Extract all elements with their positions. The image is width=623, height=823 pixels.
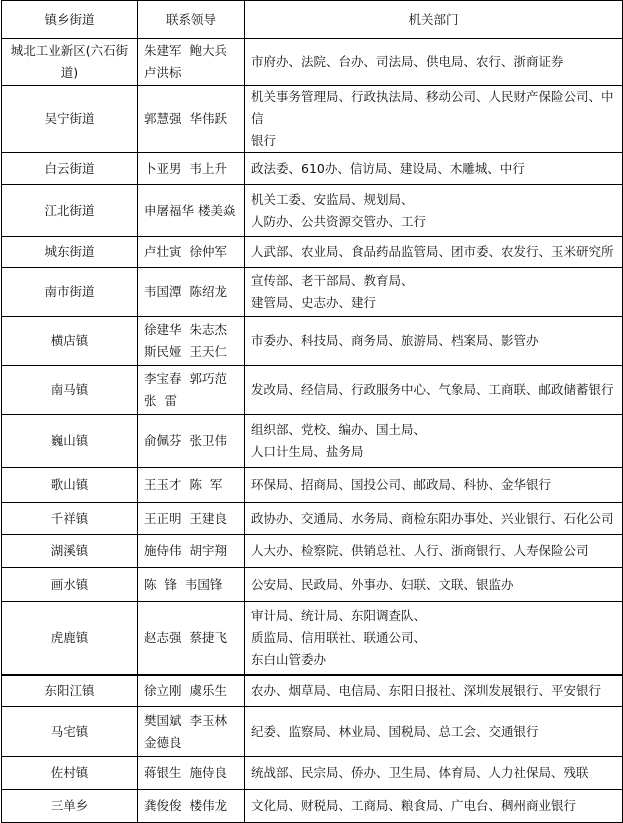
liaison-table [1, 0, 623, 823]
departments-cell: 纪委、监察局、林业局、国税局、总工会、交通银行 [245, 707, 623, 757]
table-row [2, 317, 623, 366]
town-cell: 千祥镇 [2, 503, 138, 535]
header-row [2, 1, 623, 39]
town-cell: 南市街道 [2, 268, 138, 317]
leaders-cell: 郭慧强 华伟跃 [138, 86, 245, 153]
table-row [2, 790, 623, 823]
town-cell: 马宅镇 [2, 707, 138, 757]
table-row [2, 39, 623, 86]
leaders-cell: 卜亚男 韦上升 [138, 153, 245, 185]
leaders-cell: 徐立刚 虞乐生 [138, 675, 245, 707]
town-cell: 横店镇 [2, 317, 138, 366]
leaders-cell: 陈 锋 韦国锋 [138, 568, 245, 602]
town-cell: 南马镇 [2, 366, 138, 415]
table-row [2, 185, 623, 237]
departments-cell: 政法委、610办、信访局、建设局、木雕城、中行 [245, 153, 623, 185]
town-cell: 虎鹿镇 [2, 602, 138, 675]
header-departments: 机关部门 [245, 1, 623, 39]
departments-cell: 机关工委、安监局、规划局、 人防办、公共资源交管办、工行 [245, 185, 623, 237]
leaders-cell: 王玉才 陈 军 [138, 468, 245, 503]
table-row [2, 415, 623, 468]
town-cell: 画水镇 [2, 568, 138, 602]
town-cell: 东阳江镇 [2, 675, 138, 707]
leaders-cell: 卢壮寅 徐仲军 [138, 237, 245, 268]
departments-cell: 人大办、检察院、供销总社、人行、浙商银行、人寿保险公司 [245, 535, 623, 568]
town-cell: 巍山镇 [2, 415, 138, 468]
table-row [2, 366, 623, 415]
leaders-cell: 申屠福华 楼美焱 [138, 185, 245, 237]
table-row [2, 503, 623, 535]
leaders-cell: 龚俊俊 楼伟龙 [138, 790, 245, 823]
leaders-cell: 施侍伟 胡宇翔 [138, 535, 245, 568]
table-row [2, 268, 623, 317]
table-row [2, 535, 623, 568]
leaders-cell: 李宝春 郭巧范 张 雷 [138, 366, 245, 415]
leaders-cell: 王正明 王建良 [138, 503, 245, 535]
table-row [2, 468, 623, 503]
leaders-cell: 樊国斌 李玉林 金德良 [138, 707, 245, 757]
departments-cell: 人武部、农业局、食品药品监管局、团市委、农发行、玉米研究所 [245, 237, 623, 268]
header-town: 镇乡街道 [2, 1, 138, 39]
town-cell: 佐村镇 [2, 757, 138, 790]
town-cell: 三单乡 [2, 790, 138, 823]
town-cell: 城东街道 [2, 237, 138, 268]
table-row [2, 153, 623, 185]
leaders-cell: 赵志强 蔡捷飞 [138, 602, 245, 675]
table-row [2, 602, 623, 675]
departments-cell: 市府办、法院、台办、司法局、供电局、农行、浙商证券 [245, 39, 623, 86]
table-row [2, 86, 623, 153]
departments-cell: 农办、烟草局、电信局、东阳日报社、深圳发展银行、平安银行 [245, 675, 623, 707]
departments-cell: 统战部、民宗局、侨办、卫生局、体育局、人力社保局、残联 [245, 757, 623, 790]
departments-cell: 文化局、财税局、工商局、粮食局、广电台、稠州商业银行 [245, 790, 623, 823]
departments-cell: 政协办、交通局、水务局、商检东阳办事处、兴业银行、石化公司 [245, 503, 623, 535]
departments-cell: 机关事务管理局、行政执法局、移动公司、人民财产保险公司、中信 银行 [245, 86, 623, 153]
leaders-cell: 韦国潭 陈绍龙 [138, 268, 245, 317]
town-cell: 歌山镇 [2, 468, 138, 503]
departments-cell: 环保局、招商局、国投公司、邮政局、科协、金华银行 [245, 468, 623, 503]
departments-cell: 发改局、经信局、行政服务中心、气象局、工商联、邮政储蓄银行 [245, 366, 623, 415]
table-row [2, 675, 623, 707]
table-row [2, 757, 623, 790]
departments-cell: 公安局、民政局、外事办、妇联、文联、银监办 [245, 568, 623, 602]
table-row [2, 237, 623, 268]
town-cell: 江北街道 [2, 185, 138, 237]
departments-cell: 宣传部、老干部局、教育局、 建管局、史志办、建行 [245, 268, 623, 317]
leaders-cell: 朱建军 鲍大兵 卢洪标 [138, 39, 245, 86]
town-cell: 湖溪镇 [2, 535, 138, 568]
town-cell: 白云街道 [2, 153, 138, 185]
leaders-cell: 俞佩芬 张卫伟 [138, 415, 245, 468]
town-cell: 吴宁街道 [2, 86, 138, 153]
departments-cell: 审计局、统计局、东阳调查队、 质监局、信用联社、联通公司、 东白山管委办 [245, 602, 623, 675]
departments-cell: 组织部、党校、编办、国土局、 人口计生局、盐务局 [245, 415, 623, 468]
table-row [2, 707, 623, 757]
departments-cell: 市委办、科技局、商务局、旅游局、档案局、影管办 [245, 317, 623, 366]
header-leaders: 联系领导 [138, 1, 245, 39]
leaders-cell: 徐建华 朱志杰 斯民娅 王天仁 [138, 317, 245, 366]
leaders-cell: 蒋银生 施侍良 [138, 757, 245, 790]
town-cell: 城北工业新区(六石街 道) [2, 39, 138, 86]
table-row [2, 568, 623, 602]
